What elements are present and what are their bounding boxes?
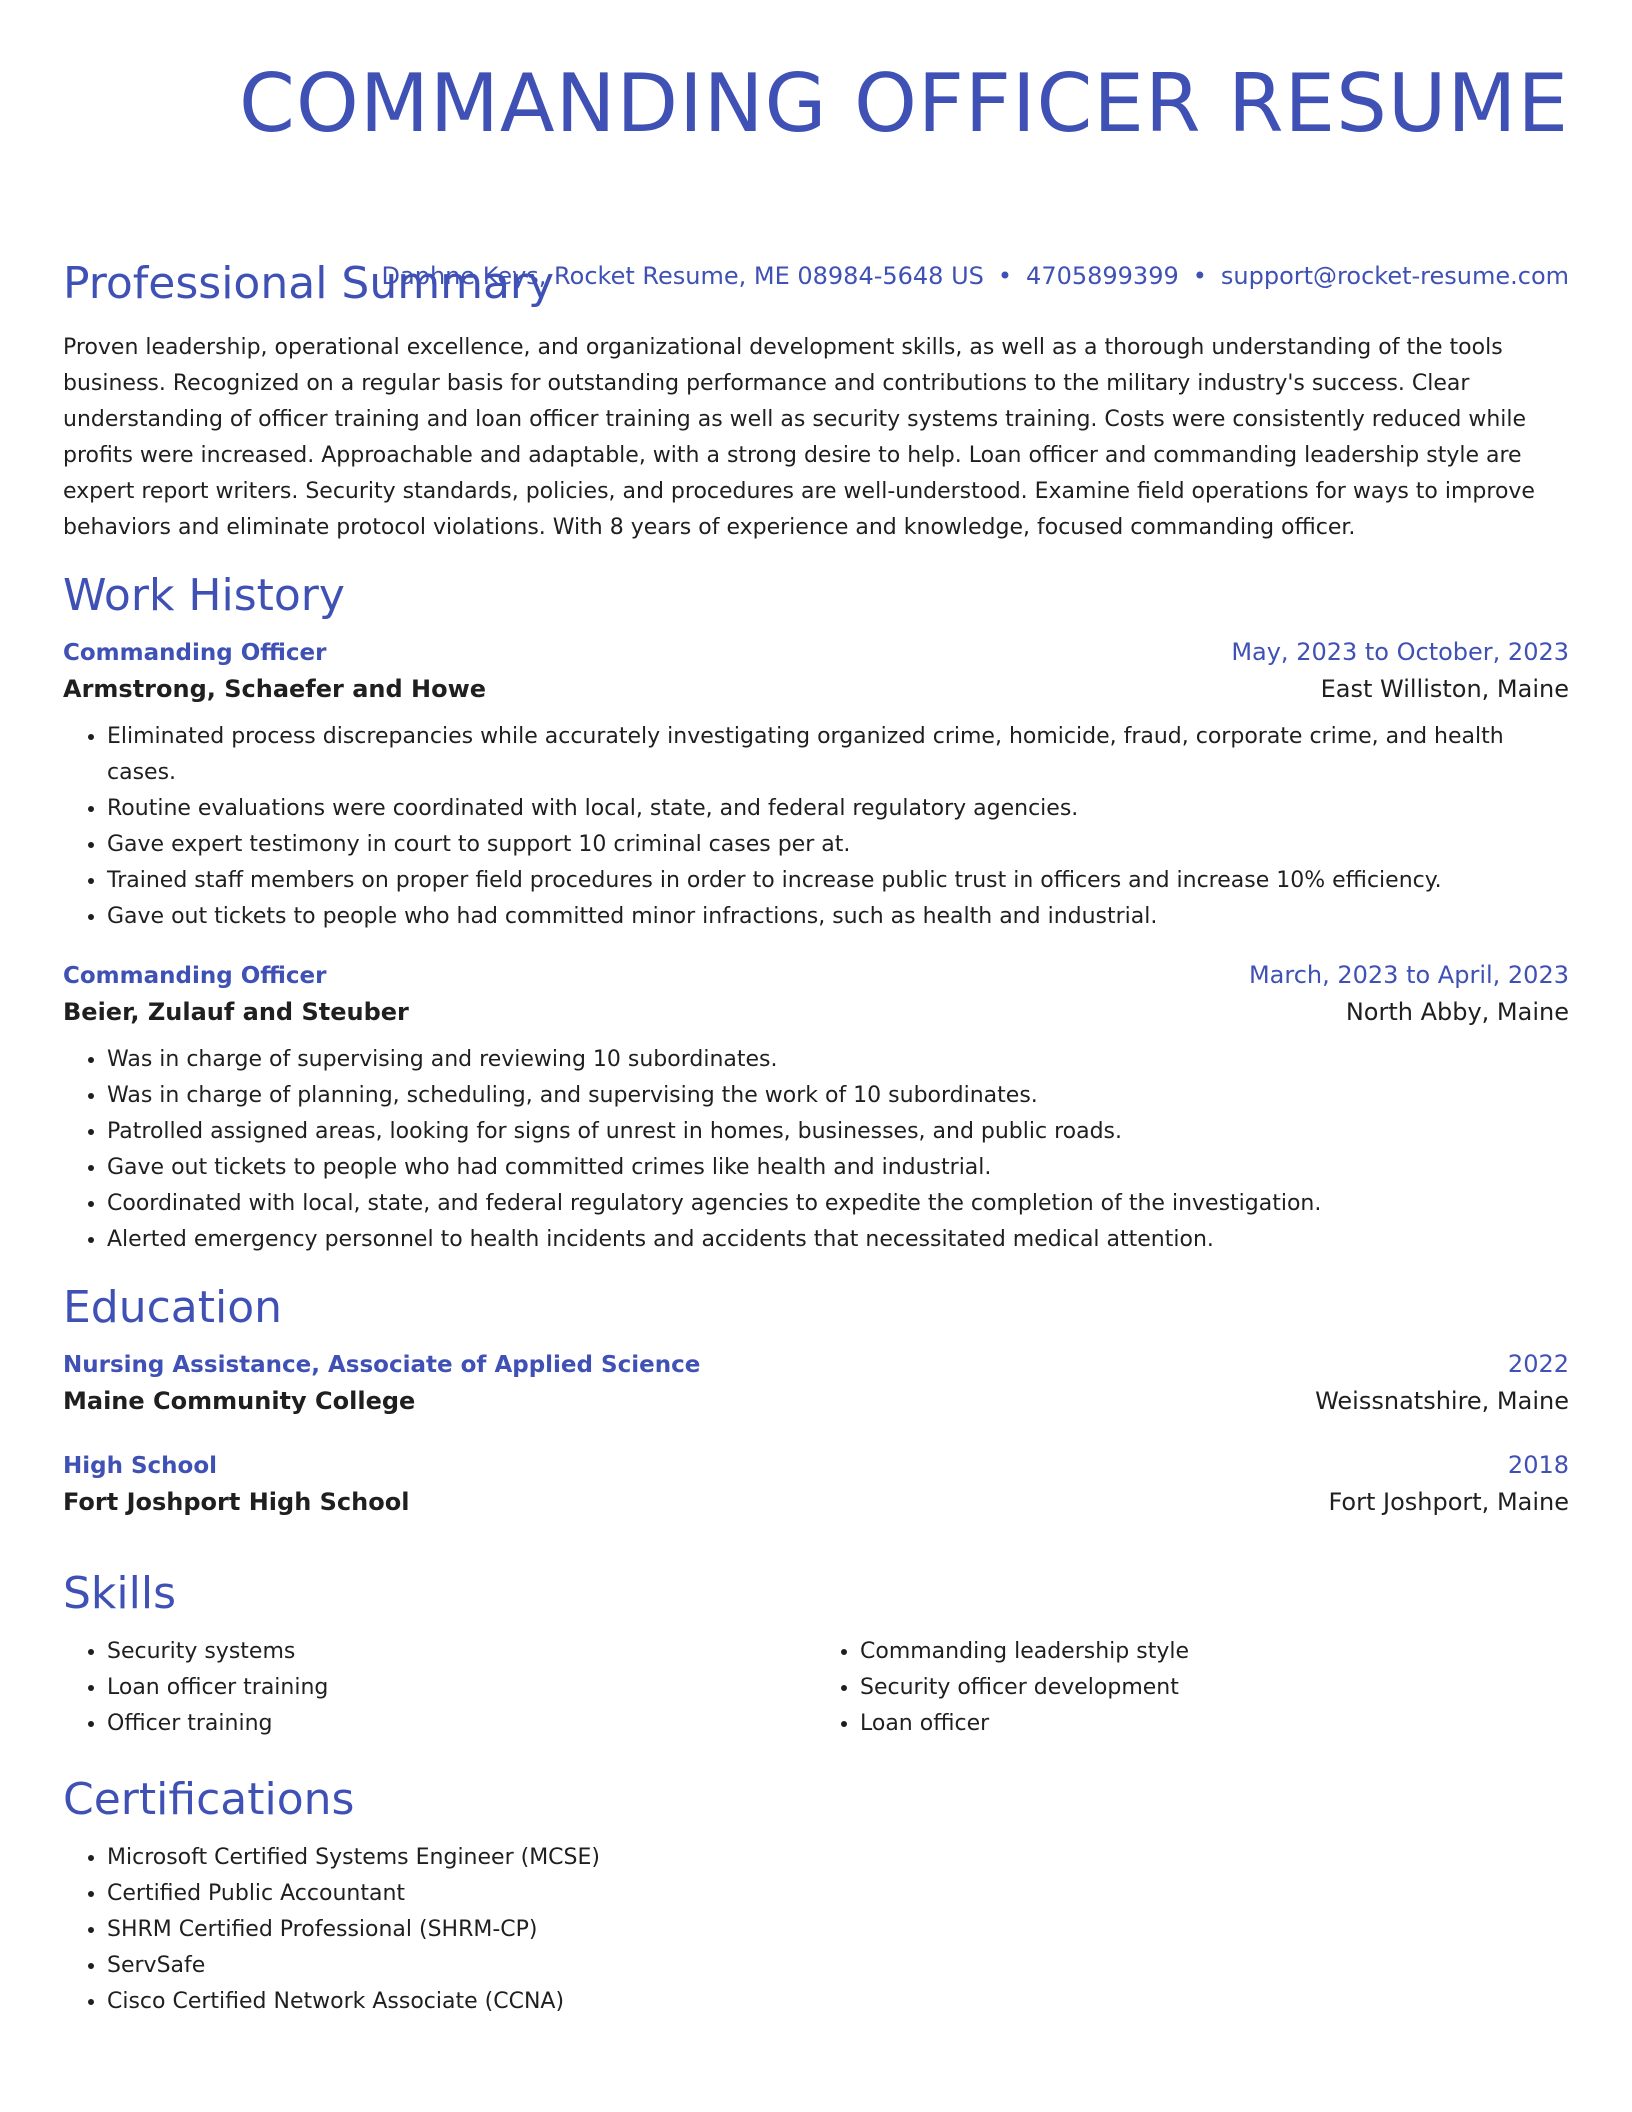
education-school: Fort Joshport High School [63,1488,410,1516]
job-company-row [63,669,1569,709]
education-section [63,1282,1569,1522]
summary-heading: Professional Summary [63,258,555,309]
skill-item: • Security officer development [860,1670,1569,1706]
education-school-row [63,1381,1569,1421]
job-bullet: • Was in charge of supervising and reviewing 10 subordinates. [107,1042,1569,1078]
job-bullet: • Gave out tickets to people who had committed crimes like health and industrial. [107,1150,1569,1186]
contact-separator: • [1192,262,1207,290]
contact-separator: • [997,262,1013,290]
job-location: North Abby, Maine [1345,998,1569,1026]
job-location: East Williston, Maine [1320,675,1569,703]
job-dates: May, 2023 to October, 2023 [1231,638,1569,666]
education-degree: High School [63,1453,218,1479]
job-bullet: • Patrolled assigned areas, looking for signs of unrest in homes, businesses, and public roads. [107,1114,1569,1150]
contact-email[interactable]: support@rocket-resume.com [1220,262,1569,290]
education-entry [63,1348,1569,1421]
job-entry [63,636,1569,935]
skills-list-left [63,1634,816,1742]
education-header-row [63,1348,1569,1381]
job-bullet: • Eliminated process discrepancies while accurately investigating organized crime, homicide, fraud, corporate crime, and health cases. [107,719,1569,791]
job-company-row [63,992,1569,1032]
skill-item: • Loan officer [860,1706,1569,1742]
skills-columns [63,1634,1569,1742]
skill-item: • Commanding leadership style [860,1634,1569,1670]
contact-address: Daphne Keys, Rocket Resume, ME 08984-5648 US [381,262,984,290]
certification-item: • ServSafe [107,1948,1569,1984]
education-school-row [63,1482,1569,1522]
job-bullet: • Was in charge of planning, scheduling, and supervising the work of 10 subordinates. [107,1078,1569,1114]
education-school: Maine Community College [63,1387,416,1415]
education-degree: Nursing Assistance, Associate of Applied Science [63,1352,701,1378]
job-company: Armstrong, Schaefer and Howe [63,675,487,703]
job-company: Beier, Zulauf and Steuber [63,998,409,1026]
work-history-heading: Work History [63,570,345,621]
education-year: 2018 [1507,1451,1569,1479]
skill-item: • Security systems [107,1634,816,1670]
education-year: 2022 [1507,1350,1569,1378]
job-title: Commanding Officer [63,640,327,666]
skills-section [63,1568,1569,1742]
certifications-section [63,1774,1569,2020]
summary-text: Proven leadership, operational excellence, and organizational development skills, as well as a thorough understanding of the tools business. Recognized on a regular basis for outstanding performance and contributions to the military industry's success. Clear understanding of officer training and loan officer training as well as security systems training. Costs were consistently reduced while profits were increased. Approachable and adaptable, with a strong desire to help. Loan officer and commanding leadership style are expert report writers. Security standards, policies, and procedures are well-understood. Examine field operations for ways to improve behaviors and eliminate protocol violations. With 8 years of experience and knowledge, focused commanding officer. [63,335,1535,540]
summary-section [63,258,1569,546]
contact-phone: 4705899399 [1026,262,1179,290]
skills-list-right [816,1634,1569,1742]
job-header-row [63,959,1569,992]
job-bullet: • Alerted emergency personnel to health incidents and accidents that necessitated medical attention. [107,1222,1569,1258]
job-bullet: • Coordinated with local, state, and federal regulatory agencies to expedite the completion of the investigation. [107,1186,1569,1222]
job-bullet: • Routine evaluations were coordinated with local, state, and federal regulatory agencies. [107,791,1569,827]
education-header-row [63,1449,1569,1482]
certification-item: • SHRM Certified Professional (SHRM-CP) [107,1912,1569,1948]
work-history-section [63,570,1569,1258]
certification-item: • Certified Public Accountant [107,1876,1569,1912]
job-dates: March, 2023 to April, 2023 [1248,961,1569,989]
job-bullet: • Gave out tickets to people who had committed minor infractions, such as health and industrial. [107,899,1569,935]
job-bullet: • Trained staff members on proper field procedures in order to increase public trust in officers and increase 10% efficiency. [107,863,1569,899]
education-location: Weissnatshire, Maine [1315,1387,1569,1415]
resume-title: COMMANDING OFFICER RESUME [239,57,1569,150]
job-bullets [63,1042,1569,1258]
certifications-heading: Certifications [63,1774,355,1825]
education-heading: Education [63,1282,283,1333]
education-location: Fort Joshport, Maine [1328,1488,1569,1516]
certification-item: • Cisco Certified Network Associate (CCNA) [107,1984,1569,2020]
job-title: Commanding Officer [63,963,327,989]
job-entry [63,959,1569,1258]
certification-item: • Microsoft Certified Systems Engineer (MCSE) [107,1840,1569,1876]
skill-item: • Officer training [107,1706,816,1742]
skill-item: • Loan officer training [107,1670,816,1706]
job-bullet: • Gave expert testimony in court to support 10 criminal cases per at. [107,827,1569,863]
job-bullets [63,719,1569,935]
skills-heading: Skills [63,1568,177,1619]
certifications-list [63,1840,1569,2020]
job-header-row [63,636,1569,669]
education-entry [63,1449,1569,1522]
